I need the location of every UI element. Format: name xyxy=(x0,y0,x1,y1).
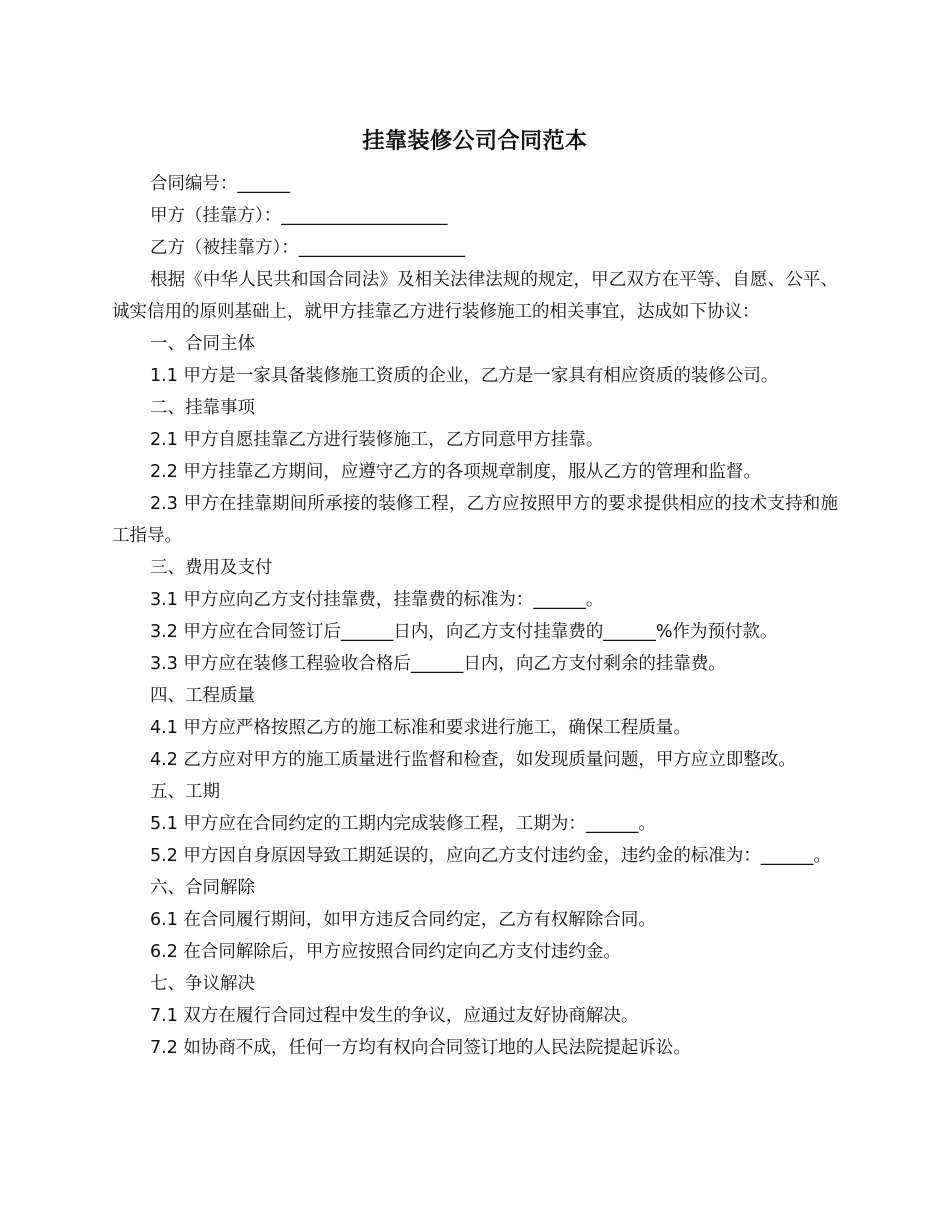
clause-1-1: 1.1 甲方是一家具备装修施工资质的企业，乙方是一家具有相应资质的装修公司。 xyxy=(150,366,779,386)
clause-2-2: 2.2 甲方挂靠乙方期间，应遵守乙方的各项规章制度，服从乙方的管理和监督。 xyxy=(150,462,761,482)
section-heading-6: 六、合同解除 xyxy=(150,878,255,898)
preamble-paragraph: 根据《中华人民共和国合同法》及相关法律法规的规定，甲乙双方在平等、自愿、公平、诚实信用的原则基础上，就甲方挂靠乙方进行装修施工的相关事宜，达成如下协议： xyxy=(112,270,838,322)
clause-4-2: 4.2 乙方应对甲方的施工质量进行监督和检查，如发现质量问题，甲方应立即整改。 xyxy=(150,750,796,770)
clause-6-2: 6.2 在合同解除后，甲方应按照合同约定向乙方支付违约金。 xyxy=(150,942,621,962)
party-a-line: 甲方（挂靠方）：___________________ xyxy=(150,206,448,226)
section-heading-1: 一、合同主体 xyxy=(150,334,255,354)
clause-2-1: 2.1 甲方自愿挂靠乙方进行装修施工，乙方同意甲方挂靠。 xyxy=(150,430,604,450)
document-body xyxy=(112,168,838,1064)
clause-3-2: 3.2 甲方应在合同签订后______日内，向乙方支付挂靠费的______%作为预付款。 xyxy=(150,622,778,642)
clause-7-1: 7.1 双方在履行合同过程中发生的争议，应通过友好协商解决。 xyxy=(150,1006,639,1026)
section-heading-5: 五、工期 xyxy=(150,782,220,802)
clause-3-3: 3.3 甲方应在装修工程验收合格后______日内，向乙方支付剩余的挂靠费。 xyxy=(150,654,726,674)
contract-number-line: 合同编号：______ xyxy=(150,174,290,194)
party-b-line: 乙方（被挂靠方）：___________________ xyxy=(150,238,465,258)
clause-2-3: 2.3 甲方在挂靠期间所承接的装修工程，乙方应按照甲方的要求提供相应的技术支持和施工指导。 xyxy=(112,494,838,546)
section-heading-4: 四、工程质量 xyxy=(150,686,255,706)
clause-7-2: 7.2 如协商不成，任何一方均有权向合同签订地的人民法院提起诉讼。 xyxy=(150,1038,691,1058)
section-heading-3: 三、费用及支付 xyxy=(150,558,273,578)
clause-4-1: 4.1 甲方应严格按照乙方的施工标准和要求进行施工，确保工程质量。 xyxy=(150,718,691,738)
section-heading-2: 二、挂靠事项 xyxy=(150,398,255,418)
clause-5-1: 5.1 甲方应在合同约定的工期内完成装修工程，工期为：______。 xyxy=(150,814,656,834)
clause-6-1: 6.1 在合同履行期间，如甲方违反合同约定，乙方有权解除合同。 xyxy=(150,910,656,930)
clause-5-2: 5.2 甲方因自身原因导致工期延误的，应向乙方支付违约金，违约金的标准为：______。 xyxy=(150,846,831,866)
section-heading-7: 七、争议解决 xyxy=(150,974,255,994)
clause-3-1: 3.1 甲方应向乙方支付挂靠费，挂靠费的标准为：______。 xyxy=(150,590,604,610)
document-title: 挂靠装修公司合同范本 xyxy=(362,129,588,154)
